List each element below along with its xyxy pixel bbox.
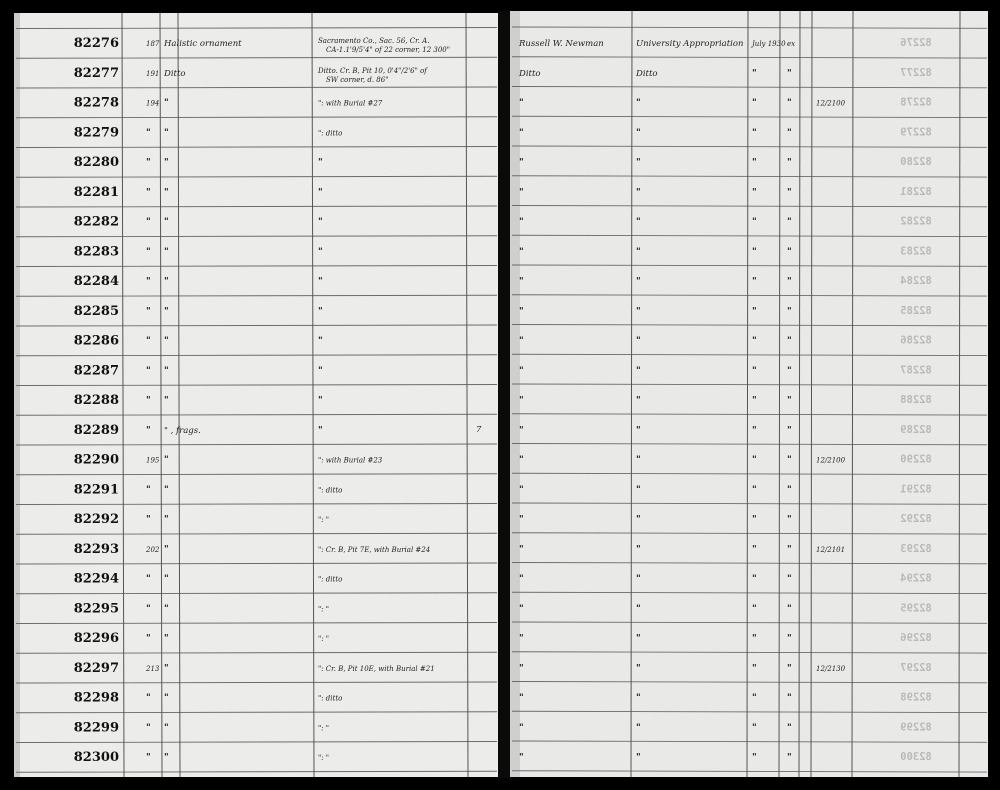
bleed-through-number: 82298 <box>900 691 932 704</box>
collector: " <box>519 693 524 704</box>
bleed-through-number: 82286 <box>900 334 932 347</box>
bleed-through-number: 82276 <box>900 37 932 49</box>
catalog-number: 82287 <box>73 363 119 379</box>
accession-number: 12/2130 <box>816 664 846 673</box>
source: Ditto <box>636 68 658 79</box>
collector: " <box>519 425 524 436</box>
object-description: " <box>164 663 169 674</box>
bleed-through-number: 82285 <box>900 304 932 317</box>
date: " <box>752 485 757 496</box>
ref-number: " <box>146 604 151 615</box>
date: " <box>752 455 757 466</box>
object-description: " <box>164 604 169 615</box>
catalog-number: 82298 <box>73 690 119 706</box>
provenance: ": with Burial #23 <box>318 456 383 465</box>
ref-number: 202 <box>146 545 160 554</box>
bleed-through-number: 82296 <box>900 632 932 644</box>
bleed-through-number: 82279 <box>900 126 932 139</box>
bleed-through-number: 82280 <box>900 156 932 168</box>
item-count: 7 <box>476 424 482 435</box>
object-description: " <box>164 366 169 377</box>
ref-number: 195 <box>146 456 160 465</box>
collector: " <box>519 247 524 258</box>
provenance: " <box>318 247 323 258</box>
date: " <box>752 396 757 406</box>
bleed-through-number: 82297 <box>900 661 932 674</box>
object-description: " <box>164 247 169 258</box>
condition: ex <box>787 40 796 48</box>
object-description: Halistic ornament <box>164 39 242 49</box>
condition: " <box>787 217 792 228</box>
date: " <box>752 68 757 79</box>
condition: " <box>787 663 792 674</box>
provenance: " <box>318 425 323 436</box>
object-description: " <box>164 485 169 496</box>
date: " <box>752 574 757 585</box>
ref-number: " <box>146 396 151 406</box>
bleed-through-number: 82288 <box>900 394 932 406</box>
bleed-through-number: 82291 <box>900 483 932 496</box>
collector: " <box>519 753 524 763</box>
accession-number: 12/2100 <box>816 99 846 108</box>
right-page-fold-shadow <box>510 11 520 777</box>
catalog-number: 82278 <box>73 95 119 111</box>
provenance: ": " <box>318 635 330 643</box>
source: " <box>636 663 641 674</box>
ref-number: " <box>146 306 151 317</box>
bleed-through-number: 82277 <box>900 66 932 79</box>
source: " <box>636 247 641 258</box>
provenance: ": with Burial #27 <box>318 99 383 108</box>
catalog-number: 82277 <box>73 65 119 81</box>
ref-number: 194 <box>146 99 160 108</box>
collector: Russell W. Newman <box>519 39 604 49</box>
ref-number: " <box>146 366 151 377</box>
collector: " <box>519 396 524 406</box>
date: " <box>752 634 757 644</box>
collector: " <box>519 98 524 109</box>
collector: " <box>519 515 524 525</box>
provenance: ": " <box>318 605 330 614</box>
source: " <box>636 723 641 734</box>
date: " <box>752 217 757 228</box>
collector: " <box>519 663 524 674</box>
source: " <box>636 485 641 496</box>
catalog-number: 82283 <box>73 244 119 260</box>
catalog-number: 82290 <box>73 452 119 468</box>
collector: " <box>519 217 524 228</box>
collector: " <box>519 634 524 644</box>
provenance: ": ditto <box>318 486 343 495</box>
ref-number: " <box>146 247 151 258</box>
source: " <box>636 128 641 139</box>
condition: " <box>787 515 792 525</box>
provenance: " <box>318 187 323 198</box>
catalog-number: 82292 <box>73 512 119 527</box>
object-description: " <box>164 158 169 168</box>
object-description: " <box>164 455 169 466</box>
catalog-number: 82288 <box>73 393 119 408</box>
date: " <box>752 425 757 436</box>
condition: " <box>787 68 792 79</box>
condition: " <box>787 158 792 168</box>
provenance: Ditto. Cr. B, Pit 10, 0'4"/2'6" of <box>318 66 427 75</box>
ref-number: " <box>146 753 151 763</box>
collector: " <box>519 277 524 287</box>
object-description: " , frags. <box>164 425 201 436</box>
condition: " <box>787 336 792 347</box>
date: " <box>752 98 757 109</box>
provenance: " <box>318 396 323 406</box>
condition: " <box>787 753 792 763</box>
condition: " <box>787 98 792 109</box>
date: " <box>752 187 757 198</box>
object-description: " <box>164 396 169 406</box>
provenance: Sacramento Co., Sac. 56, Cr. A. <box>318 37 430 45</box>
object-description: " <box>164 515 169 525</box>
object-description: " <box>164 306 169 317</box>
collector: " <box>519 455 524 466</box>
source: " <box>636 366 641 377</box>
condition: " <box>787 396 792 406</box>
object-description: " <box>164 753 169 763</box>
condition: " <box>787 247 792 258</box>
date: " <box>752 753 757 763</box>
accession-number: 12/2100 <box>816 456 846 465</box>
bleed-through-number: 82278 <box>900 96 932 109</box>
book-gutter <box>498 11 510 778</box>
object-description: " <box>164 693 169 704</box>
source: " <box>636 544 641 555</box>
catalog-number: 82300 <box>73 750 119 765</box>
condition: " <box>787 455 792 466</box>
catalog-number: 82285 <box>73 303 119 319</box>
provenance-line2: CA-1.1'9/5'4" of 22 corner, 12 300" <box>326 46 450 54</box>
catalog-number: 82279 <box>73 125 119 141</box>
date: " <box>752 277 757 287</box>
provenance: " <box>318 158 323 168</box>
object-description: " <box>164 723 169 734</box>
ref-number: " <box>146 128 151 139</box>
date: July 1930 <box>752 40 786 48</box>
catalog-number: 82281 <box>73 184 119 200</box>
bleed-through-number: 82289 <box>900 423 932 436</box>
source: " <box>636 515 641 525</box>
source: University Appropriation <box>636 39 744 49</box>
bleed-through-number: 82299 <box>900 721 932 734</box>
catalog-number: 82297 <box>73 660 119 676</box>
ref-number: " <box>146 425 151 436</box>
condition: " <box>787 128 792 139</box>
date: " <box>752 604 757 615</box>
ref-number: " <box>146 158 151 168</box>
ref-number: " <box>146 336 151 347</box>
provenance: ": " <box>318 516 330 524</box>
condition: " <box>787 485 792 496</box>
bleed-through-number: 82295 <box>900 602 932 615</box>
ref-number: 187 <box>146 40 160 48</box>
accession-number: 12/2101 <box>816 545 846 554</box>
ref-number: " <box>146 515 151 525</box>
catalog-number: 82296 <box>73 631 119 646</box>
source: " <box>636 187 641 198</box>
provenance: ": ditto <box>318 694 343 703</box>
condition: " <box>787 604 792 615</box>
object-description: " <box>164 98 169 109</box>
collector: " <box>519 485 524 496</box>
bleed-through-number: 82294 <box>900 572 932 585</box>
source: " <box>636 693 641 704</box>
ref-number: " <box>146 187 151 198</box>
date: " <box>752 723 757 734</box>
object-description: " <box>164 217 169 228</box>
provenance: " <box>318 277 323 287</box>
catalog-number: 82282 <box>73 214 119 230</box>
catalog-number: 82295 <box>73 601 119 617</box>
ref-number: " <box>146 277 151 287</box>
collector: " <box>519 187 524 198</box>
bleed-through-number: 82287 <box>900 364 932 377</box>
condition: " <box>787 366 792 377</box>
provenance: ": " <box>318 724 330 733</box>
provenance: " <box>318 217 323 228</box>
source: " <box>636 217 641 228</box>
collector: " <box>519 544 524 555</box>
source: " <box>636 574 641 585</box>
date: " <box>752 663 757 674</box>
collector: " <box>519 604 524 615</box>
provenance: ": ditto <box>318 129 343 138</box>
date: " <box>752 693 757 704</box>
source: " <box>636 306 641 317</box>
source: " <box>636 158 641 168</box>
provenance: ": Cr. B, Pit 10E, with Burial #21 <box>318 664 435 673</box>
bleed-through-number: 82283 <box>900 245 932 258</box>
collector: " <box>519 723 524 734</box>
provenance: ": Cr. B, Pit 7E, with Burial #24 <box>318 545 431 554</box>
condition: " <box>787 574 792 585</box>
date: " <box>752 128 757 139</box>
source: " <box>636 753 641 763</box>
bleed-through-number: 82293 <box>900 542 932 555</box>
source: " <box>636 98 641 109</box>
source: " <box>636 634 641 644</box>
object-description: " <box>164 634 169 644</box>
provenance-line2: SW corner, d. 86" <box>326 75 389 84</box>
bleed-through-number: 82282 <box>900 215 932 228</box>
source: " <box>636 455 641 466</box>
condition: " <box>787 693 792 704</box>
catalog-number: 82276 <box>73 36 119 51</box>
left-page-edge-shadow <box>14 13 20 777</box>
collector: Ditto <box>519 68 541 79</box>
date: " <box>752 515 757 525</box>
catalog-number: 82293 <box>73 541 119 557</box>
source: " <box>636 277 641 287</box>
collector: " <box>519 336 524 347</box>
source: " <box>636 604 641 615</box>
ref-number: " <box>146 723 151 734</box>
date: " <box>752 158 757 168</box>
provenance: " <box>318 336 323 347</box>
catalog-number: 82294 <box>73 571 119 587</box>
source: " <box>636 396 641 406</box>
date: " <box>752 544 757 555</box>
date: " <box>752 366 757 377</box>
condition: " <box>787 277 792 287</box>
condition: " <box>787 425 792 436</box>
ref-number: 213 <box>146 664 160 673</box>
object-description: " <box>164 544 169 555</box>
ref-number: 191 <box>146 69 160 78</box>
catalog-number: 82280 <box>73 155 119 170</box>
catalog-number: 82299 <box>73 720 119 736</box>
bleed-through-number: 82290 <box>900 453 932 466</box>
object-description: " <box>164 128 169 139</box>
date: " <box>752 247 757 258</box>
bleed-through-number: 82300 <box>900 751 932 763</box>
catalog-number: 82291 <box>73 482 119 498</box>
catalog-number: 82289 <box>73 422 119 438</box>
object-description: " <box>164 187 169 198</box>
ref-number: " <box>146 574 151 585</box>
date: " <box>752 306 757 317</box>
collector: " <box>519 366 524 377</box>
object-description: " <box>164 574 169 585</box>
bleed-through-number: 82292 <box>900 513 932 525</box>
collector: " <box>519 306 524 317</box>
provenance: " <box>318 366 323 377</box>
provenance: ": " <box>318 754 330 762</box>
object-description: " <box>164 277 169 287</box>
condition: " <box>787 306 792 317</box>
condition: " <box>787 634 792 644</box>
condition: " <box>787 187 792 198</box>
provenance: " <box>318 306 323 317</box>
condition: " <box>787 723 792 734</box>
bleed-through-number: 82281 <box>900 185 932 198</box>
ref-number: " <box>146 217 151 228</box>
collector: " <box>519 128 524 139</box>
date: " <box>752 336 757 347</box>
object-description: " <box>164 336 169 347</box>
catalog-number: 82284 <box>73 274 119 289</box>
ref-number: " <box>146 634 151 644</box>
object-description: Ditto <box>164 68 186 79</box>
ref-number: " <box>146 693 151 704</box>
collector: " <box>519 574 524 585</box>
catalog-number: 82286 <box>73 333 119 349</box>
source: " <box>636 425 641 436</box>
bleed-through-number: 82284 <box>900 275 932 287</box>
provenance: ": ditto <box>318 575 343 584</box>
collector: " <box>519 158 524 168</box>
condition: " <box>787 544 792 555</box>
ref-number: " <box>146 485 151 496</box>
source: " <box>636 336 641 347</box>
